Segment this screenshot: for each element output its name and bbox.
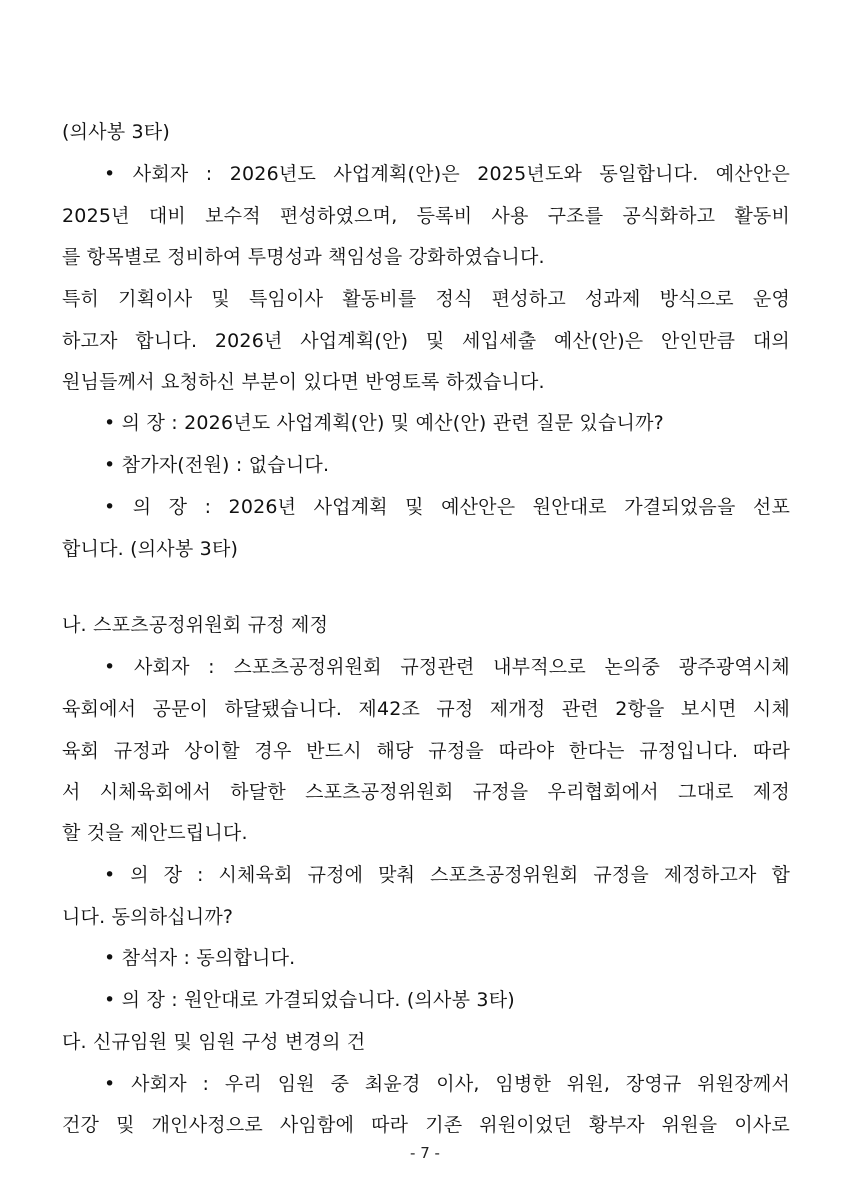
text-line: • 참가자(전원) : 없습니다. <box>104 454 330 476</box>
text-line: • 사회자 : 우리 임원 중 최윤경 이사, 임병한 위원, 장영규 위원장께서 <box>104 1073 790 1095</box>
text-line: 할 것을 제안드립니다. <box>62 822 248 844</box>
section-heading: 다. 신규임원 및 임원 구성 변경의 건 <box>62 1031 366 1053</box>
text-line: 원님들께서 요청하신 부분이 있다면 반영토록 하겠습니다. <box>62 371 545 393</box>
text-line: 건강 및 개인사정으로 사임함에 따라 기존 위원이었던 황부자 위원을 이사로 <box>62 1114 790 1136</box>
text-line: 하고자 합니다. 2026년 사업계획(안) 및 세입세출 예산(안)은 안인만큼 대의 <box>62 330 790 352</box>
text-line: • 사회자 : 2026년도 사업계획(안)은 2025년도와 동일합니다. 예산안은 <box>104 163 790 185</box>
text-line: • 사회자 : 스포츠공정위원회 규정관련 내부적으로 논의중 광주광역시체 <box>104 656 790 678</box>
text-line: • 의 장 : 시체육회 규정에 맞춰 스포츠공정위원회 규정을 제정하고자 합 <box>104 864 790 886</box>
text-line: • 의 장 : 2026년도 사업계획(안) 및 예산(안) 관련 질문 있습니까? <box>104 412 664 434</box>
text-line: 2025년 대비 보수적 편성하였으며, 등록비 사용 구조를 공식화하고 활동비 <box>62 205 790 227</box>
text-line: 육회에서 공문이 하달됐습니다. 제42조 규정 제개정 관련 2항을 보시면 시체 <box>62 698 790 720</box>
text-line: 합니다. (의사봉 3타) <box>62 538 239 560</box>
text-line: • 의 장 : 2026년 사업계획 및 예산안은 원안대로 가결되었음을 선포 <box>104 496 790 518</box>
text-line: 니다. 동의하십니까? <box>62 906 234 928</box>
text-line: • 의 장 : 원안대로 가결되었습니다. (의사봉 3타) <box>104 989 515 1011</box>
page-number: - 7 - <box>410 1144 440 1162</box>
text-line: 육회 규정과 상이할 경우 반드시 해당 규정을 따라야 한다는 규정입니다. 따라 <box>62 740 790 762</box>
text-line: (의사봉 3타) <box>62 121 170 143</box>
text-line: • 참석자 : 동의합니다. <box>104 947 296 969</box>
text-line: 특히 기획이사 및 특임이사 활동비를 정식 편성하고 성과제 방식으로 운영 <box>62 288 790 310</box>
text-line: 를 항목별로 정비하여 투명성과 책임성을 강화하였습니다. <box>62 246 545 268</box>
text-line: 서 시체육회에서 하달한 스포츠공정위원회 규정을 우리협회에서 그대로 제정 <box>62 781 790 803</box>
section-heading: 나. 스포츠공정위원회 규정 제정 <box>62 614 329 636</box>
